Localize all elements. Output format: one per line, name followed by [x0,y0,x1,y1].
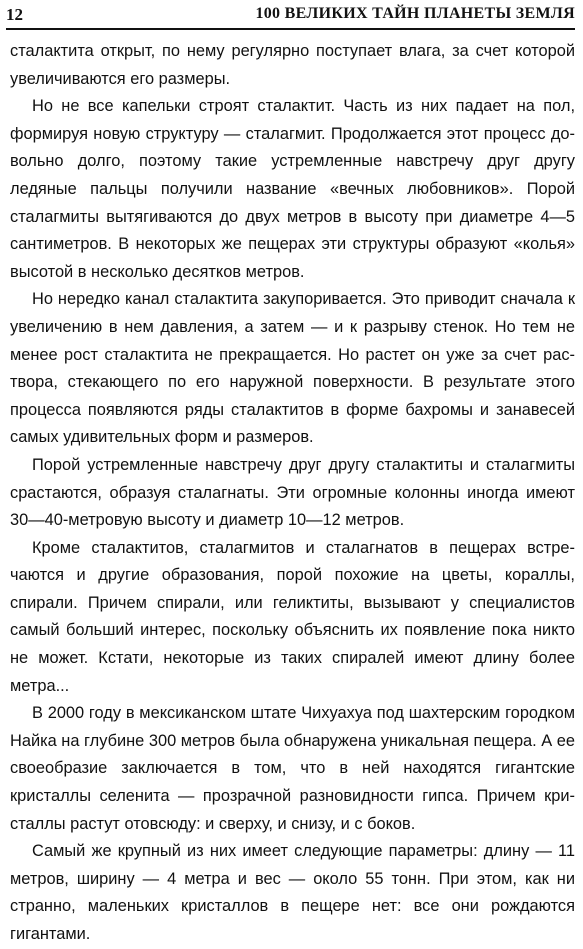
paragraph: Самый же крупный из них имеет следующие параметры: длину — 11 метров, ширину — 4 метра и вес — около 55 тонн. При этом, как ни странно, маленьких кристаллов в пещере нет: все они рождаются гигантами. [10,842,575,943]
paragraph: Кроме сталактитов, сталагмитов и сталагнатов в пещерах встречаются и другие образования, порой похожие на цветы, кораллы, спирали. Причем спирали, или геликтиты, вызывают у специалистов самый больший интерес, поскольку объяснить их появление пока никто не может. Кстати, некоторые из таких спиралей имеют длину более метра... [10,538,575,695]
paragraph: сталактита открыт, по нему регулярно поступает влага, за счет которой увеличиваются его размеры. [10,42,575,88]
page-header [6,2,575,30]
paragraph: Но нередко канал сталактита закупоривается. Это приводит сначала к увеличению в нем давления, а затем — и к разрыву стенок. Но тем не менее рост сталактита не прекращается. Но растет он уже за счет раствора, стекающего по его наружной поверхности. В результате этого процесса появляются ряды сталактитов в форме бахромы и занавесей самых удивительных форм и размеров. [10,290,575,447]
running-title: 100 ВЕЛИКИХ ТАЙН ПЛАНЕТЫ ЗЕМЛЯ [255,5,575,22]
paragraph: Порой устремленные навстречу друг другу сталактиты и сталагмиты срастаются, образуя сталагнаты. Эти огромные колонны иногда имеют 30—40-метровую высоту и диаметр 10—12 метров. [10,455,575,530]
body-text [10,38,575,949]
paragraph: В 2000 году в мексиканском штате Чихуахуа под шахтерским городком Найка на глубине 300 метров была обнаружена уникальная пещера. А ее своеобразие заключается в том, что в ней находятся гигантские кристаллы селенита — прозрачной разновидности гипса. Причем кристаллы растут отовсюду: и сверху, и снизу, и с боков. [10,704,575,833]
paragraph: Но не все капельки строят сталактит. Часть из них падает на пол, формируя новую структуру — сталагмит. Продолжается этот процесс довольно долго, поэтому такие устремленные навстречу друг другу ледяные пальцы получили название «вечных любовников». Порой сталагмиты вытягиваются до двух метров в высоту при диаметре 4—5 сантиметров. В некоторых же пещерах эти структуры образуют «колья» высотой в несколько десятков метров. [10,97,575,281]
page-number: 12 [6,5,23,24]
